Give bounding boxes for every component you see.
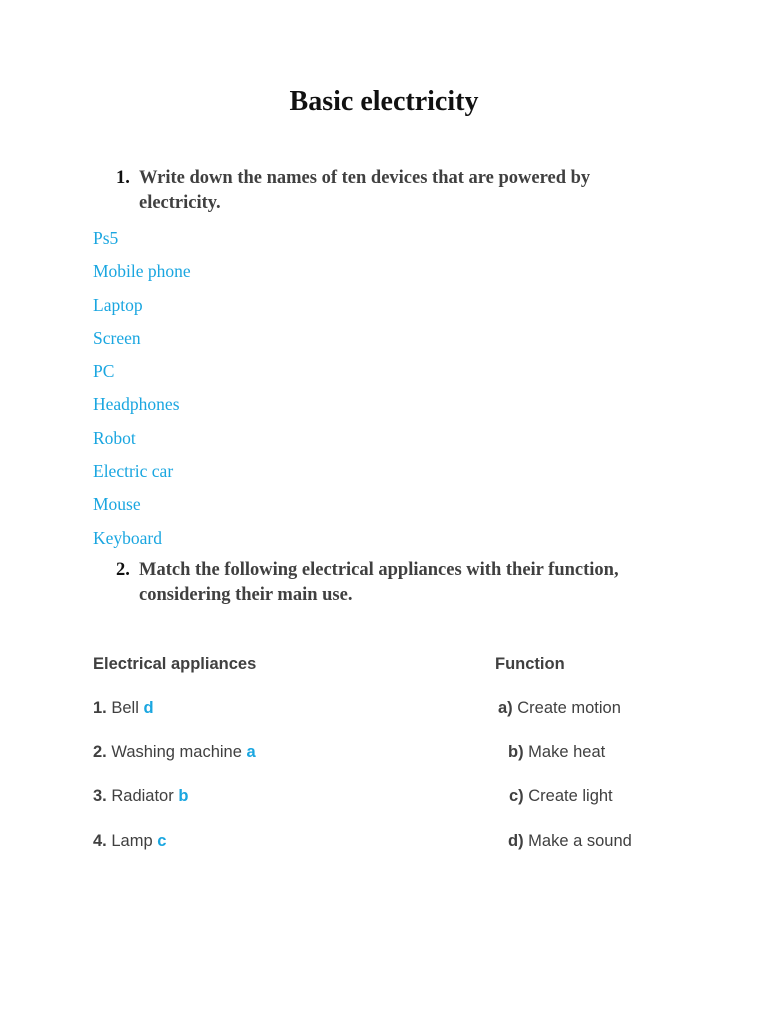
- appliance-answer: a: [246, 743, 256, 761]
- appliance-answer: b: [178, 787, 189, 805]
- appliance-name: Lamp: [111, 832, 153, 850]
- appliance-row: [93, 832, 166, 851]
- appliance-number: 1.: [93, 699, 107, 717]
- appliance-answer: d: [143, 699, 154, 717]
- appliance-row: [93, 787, 188, 806]
- function-label: b): [508, 743, 524, 761]
- question-1-text: Write down the names of ten devices that are powered by electricity.: [139, 168, 591, 213]
- list-item: Screen: [93, 327, 141, 348]
- function-label: d): [508, 832, 524, 850]
- function-text: Make heat: [528, 743, 606, 761]
- list-item: Mouse: [93, 494, 141, 515]
- appliance-name: Washing machine: [111, 743, 242, 761]
- device-answer-list: [93, 226, 191, 559]
- function-header: Function: [495, 655, 565, 673]
- question-1: [116, 166, 676, 216]
- function-row: [508, 832, 632, 851]
- list-item: Laptop: [93, 294, 143, 315]
- question-2-text: Match the following electrical appliances with their function, considering their main use.: [139, 560, 619, 605]
- function-label: a): [498, 699, 513, 717]
- question-1-number: 1.: [116, 168, 130, 188]
- appliance-number: 4.: [93, 832, 107, 850]
- list-item: Robot: [93, 427, 136, 448]
- list-item: PC: [93, 361, 115, 382]
- appliance-name: Radiator: [111, 787, 174, 805]
- appliance-row: [93, 699, 154, 718]
- list-item: Mobile phone: [93, 261, 191, 282]
- appliance-number: 2.: [93, 743, 107, 761]
- function-text: Create light: [528, 787, 613, 805]
- list-item: Ps5: [93, 228, 119, 248]
- page-title: Basic electricity: [289, 86, 479, 117]
- appliance-number: 3.: [93, 787, 107, 805]
- appliance-row: [93, 743, 256, 762]
- function-row: [509, 787, 613, 806]
- list-item: Keyboard: [93, 527, 163, 548]
- function-label: c): [509, 787, 524, 805]
- appliances-header: Electrical appliances: [93, 655, 257, 673]
- list-item: Headphones: [93, 394, 180, 415]
- function-text: Make a sound: [528, 832, 632, 850]
- function-row: [498, 699, 621, 718]
- appliance-name: Bell: [111, 699, 139, 717]
- question-2: [116, 558, 676, 608]
- appliance-answer: c: [157, 832, 167, 850]
- question-2-number: 2.: [116, 560, 130, 580]
- list-item: Electric car: [93, 461, 174, 482]
- function-row: [508, 743, 605, 762]
- function-text: Create motion: [517, 699, 621, 717]
